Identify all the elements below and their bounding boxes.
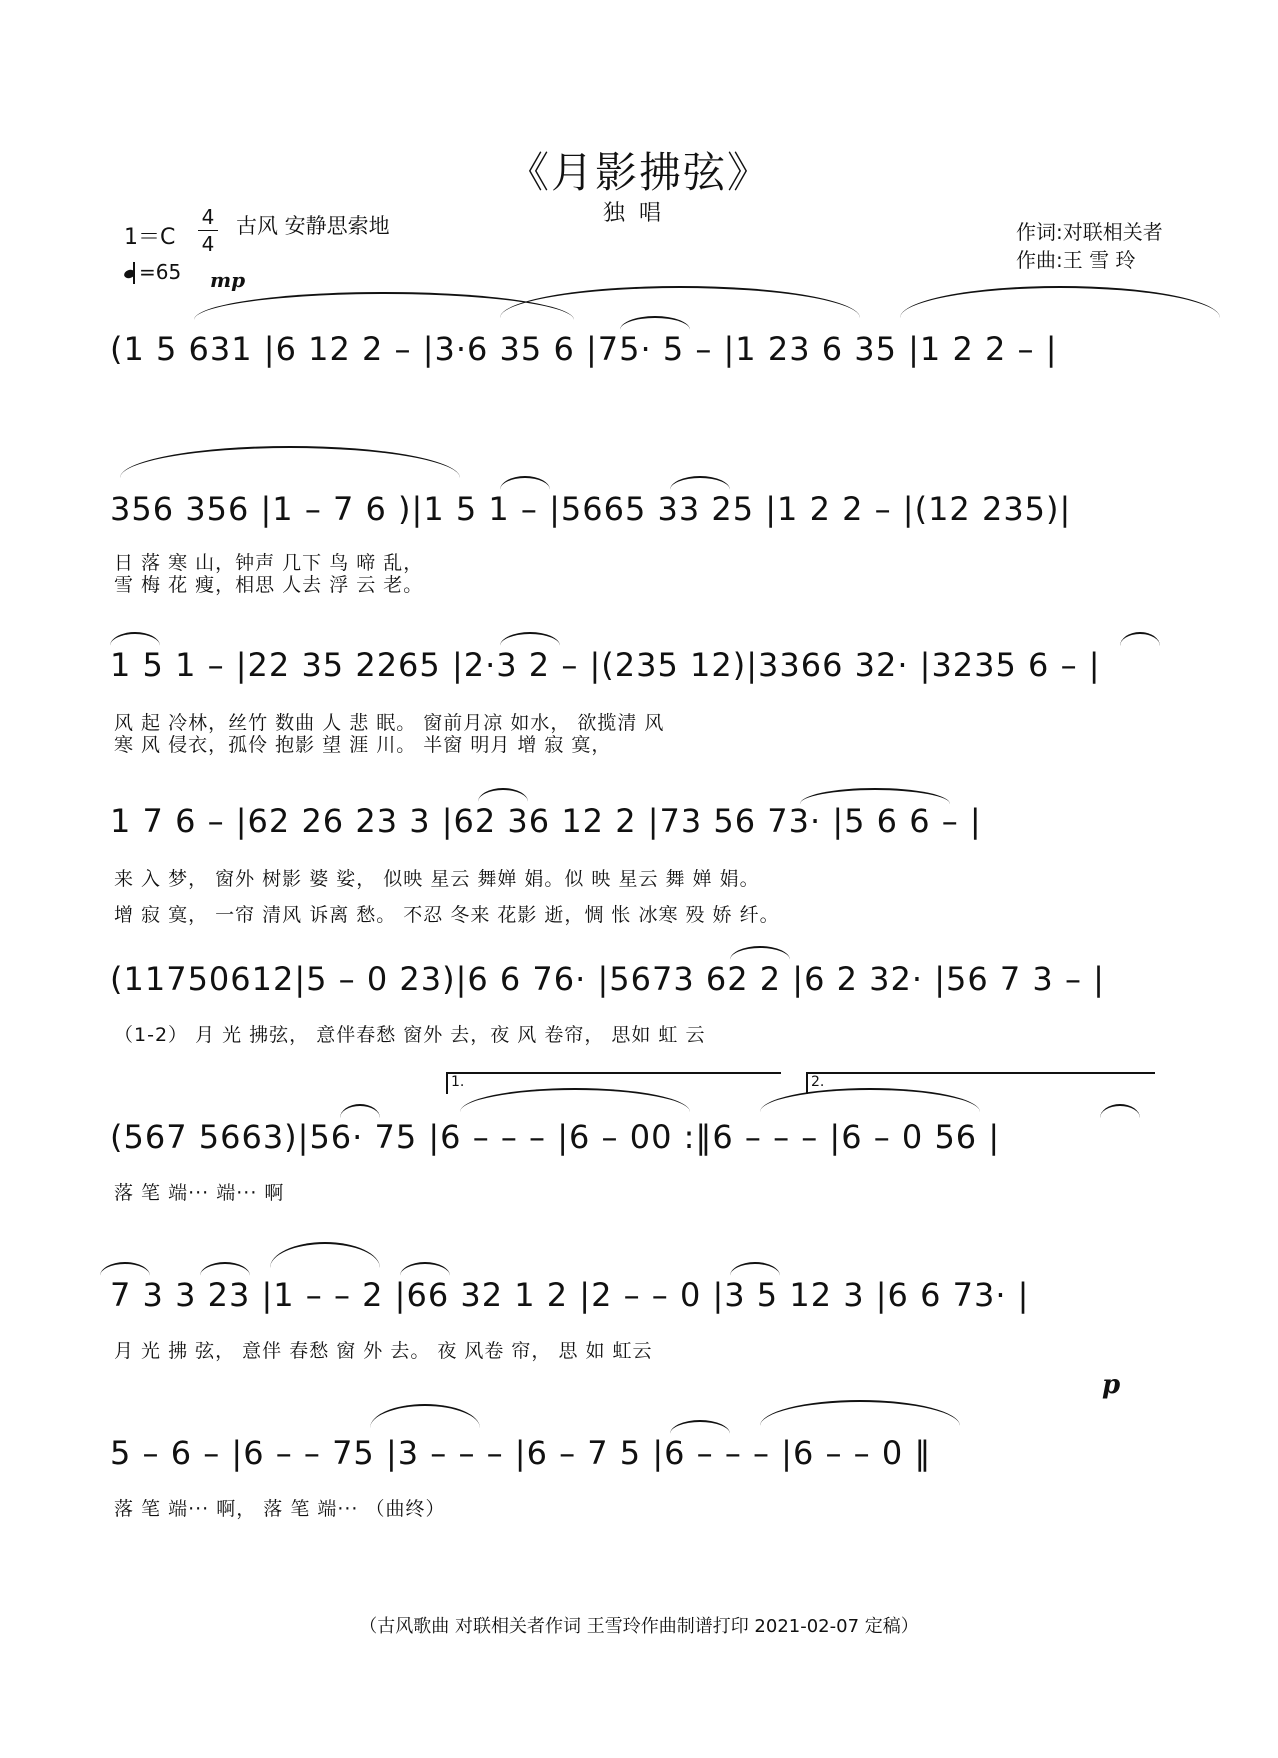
tempo-marking xyxy=(124,260,181,284)
slur xyxy=(100,1262,150,1276)
slur xyxy=(340,1104,380,1118)
lyric-verse-1: 日 落 寒 山，钟声 几下 鸟 啼 乱， xyxy=(114,552,424,574)
meter-bottom: 4 xyxy=(201,232,215,256)
meter-top: 4 xyxy=(201,205,215,229)
slur xyxy=(730,1262,780,1276)
slur xyxy=(200,1262,250,1276)
lyric-line: 落 笔 端··· 端··· 啊 xyxy=(114,1182,285,1204)
dynamic-p: p xyxy=(1102,1370,1121,1400)
time-signature xyxy=(196,204,220,257)
notation-line: (1 5 631 |6 12 2 – |3·6 35 6 |75· 5 – |1 23 6 35 |1 2 2 – | xyxy=(110,330,1058,368)
slur xyxy=(478,788,528,802)
lyric-verse-2-end: 增 寂 寞， 一帘 清风 诉离 愁。 不忍 冬来 花影 逝，惆 怅 冰寒 殁 娇 纤。 xyxy=(114,904,780,926)
slur xyxy=(1120,632,1160,646)
slur xyxy=(670,1420,730,1434)
dynamic-mp: mp xyxy=(210,268,246,292)
lyric-line: 月 光 拂 弦， 意伴 春愁 窗 外 去。 夜 风卷 帘， 思 如 虹云 xyxy=(114,1340,653,1362)
key-signature: 1＝C xyxy=(124,225,176,250)
slur xyxy=(670,476,730,490)
notation-line: 1 7 6 – |62 26 23 3 |62 36 12 2 |73 56 73· |5 6 6 – | xyxy=(110,802,982,840)
slur xyxy=(500,476,550,490)
slur xyxy=(1100,1104,1140,1118)
lyric-verse-1: 风 起 冷林，丝竹 数曲 人 悲 眠。 窗前月凉 如水， 欲揽清 风 xyxy=(114,712,665,734)
slur xyxy=(900,286,1220,318)
slur xyxy=(730,946,790,960)
lyric-verse-1: 来 入 梦， 窗外 树影 婆 娑， 似映 星云 舞婵 娟。似 映 星云 舞 婵 娟。 xyxy=(114,868,760,890)
slur xyxy=(620,316,690,330)
slur xyxy=(270,1242,380,1268)
slur xyxy=(120,446,460,478)
slur xyxy=(760,1400,960,1426)
style-marking: 古风 安静思索地 xyxy=(236,214,390,238)
lyric-verse-2: 雪 梅 花 瘦，相思 人去 浮 云 老。 xyxy=(114,574,424,596)
composer: 作曲:王 雪 玲 xyxy=(1016,248,1136,272)
notation-line: (567 5663)|56· 75 |6 – – – |6 – 00 :‖6 – – – |6 – 0 56 | xyxy=(110,1118,1001,1156)
slur xyxy=(370,1404,480,1428)
notation-line: (11750612|5 – 0 23)|6 6 76· |5673 62 2 |6 2 32· |56 7 3 – | xyxy=(110,960,1105,998)
performance-type: 独唱 xyxy=(602,201,675,226)
lyric-line: 落 笔 端··· 啊， 落 笔 端··· （曲终） xyxy=(114,1498,446,1520)
volta-1: 1. xyxy=(446,1072,781,1094)
song-title: 《月影拂弦》 xyxy=(506,148,771,197)
notation-line: 356 356 |1 – 7 6 )|1 5 1 – |5665 33 25 |1 2 2 – |(12 235)| xyxy=(110,490,1072,528)
tempo-value: =65 xyxy=(139,260,182,284)
slur xyxy=(500,632,560,646)
credits xyxy=(1016,218,1163,274)
notation-line: 1 5 1 – |22 35 2265 |2·3 2 – |(235 12)|3366 32· |3235 6 – | xyxy=(110,646,1101,684)
slur xyxy=(110,632,160,646)
footer-note: （古风歌曲 对联相关者作词 王雪玲作曲制谱打印 2021-02-07 定稿） xyxy=(359,1616,919,1637)
lyric-chorus: （1-2） 月 光 拂弦， 意伴春愁 窗外 去，夜 风 卷帘， 思如 虹 云 xyxy=(114,1024,706,1046)
lyricist: 作词:对联相关者 xyxy=(1016,220,1163,244)
volta-2: 2. xyxy=(806,1072,1155,1094)
slur xyxy=(500,286,860,318)
notation-line: 7 3 3 23 |1 – – 2 |66 32 1 2 |2 – – 0 |3 5 12 3 |6 6 73· | xyxy=(110,1276,1030,1314)
lyric-verse-2: 寒 风 侵衣，孤伶 抱影 望 涯 川。 半窗 明月 增 寂 寞， xyxy=(114,734,612,756)
slur xyxy=(400,1262,450,1276)
notation-line: 5 – 6 – |6 – – 75 |3 – – – |6 – 7 5 |6 – – – |6 – – 0 ‖ xyxy=(110,1434,932,1472)
